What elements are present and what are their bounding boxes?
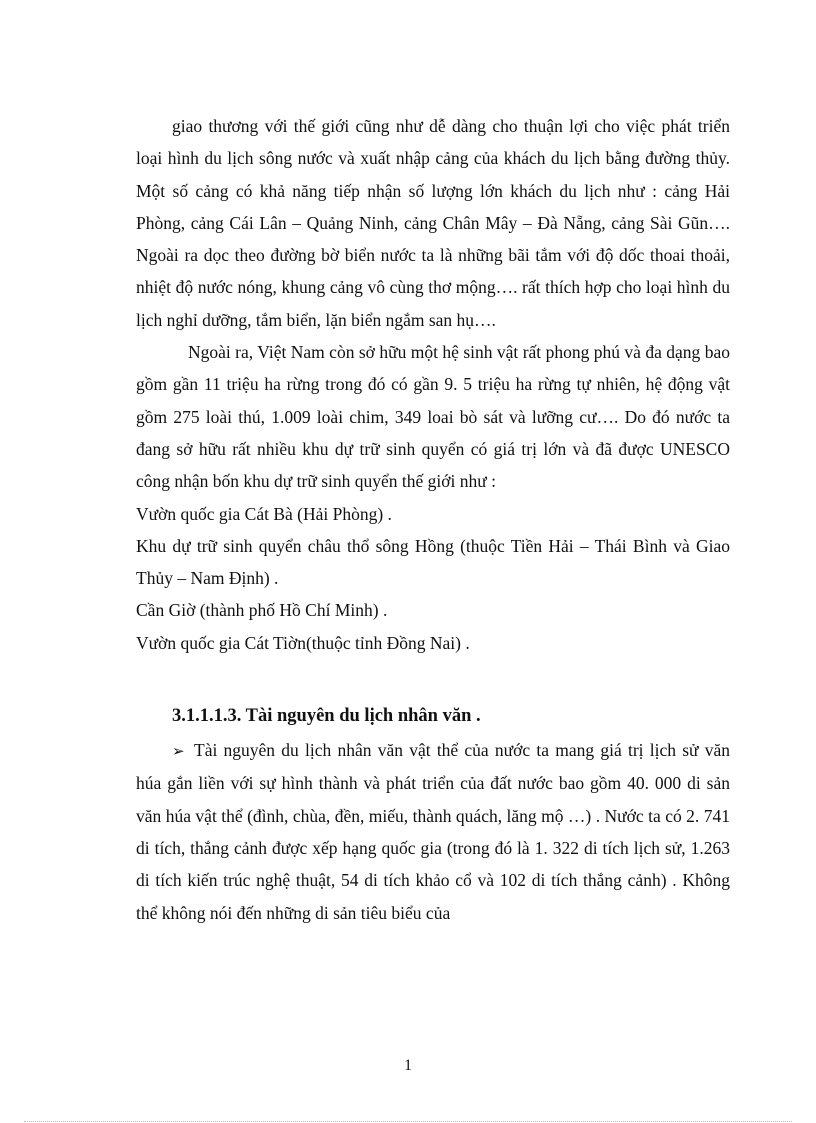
page-bottom-divider	[24, 1121, 792, 1122]
list-item: Cần Giờ (thành phố Hồ Chí Minh) .	[136, 600, 388, 621]
list-item: Vườn quốc gia Cát Bà (Hải Phòng) .	[136, 503, 392, 524]
list-item: Vườn quốc gia Cát Tiờn(thuộc tỉnh Đồng Nai) .	[136, 632, 470, 653]
bullet-paragraph-text: Tài nguyên du lịch nhân văn vật thể của nước ta mang giá trị lịch sử văn húa gắn liền với sự hình thành và phát triển của đất nước bao gồm 40. 000 di sản văn húa vật thể (đình, chùa, đền, miếu, thành quách, lăng mộ …) . Nước ta có 2. 741 di tích, thắng cảnh được xếp hạng quốc gia (trong đó là 1. 322 di tích lịch sử, 1.263 di tích kiến trúc nghệ thuật, 54 di tích khảo cổ và 102 di tích thắng cảnh) . Không thể không nói đến những di sản tiêu biểu của	[136, 740, 730, 923]
page-content	[136, 110, 730, 929]
paragraph-biodiversity: Ngoài ra, Việt Nam còn sở hữu một hệ sinh vật rất phong phú và đa dạng bao gồm gần 11 triệu ha rừng trong đó có gần 9. 5 triệu ha rừng tự nhiên, hệ động vật gồm 275 loài thú, 1.009 loài chim, 349 loai bò sát và lưỡng cư…. Do đó nước ta đang sở hữu rất nhiều khu dự trữ sinh quyển có giá trị lớn và đã được UNESCO công nhận bốn khu dự trữ sinh quyển thế giới như :	[136, 342, 730, 492]
bullet-paragraph-cultural-resources	[136, 734, 730, 929]
section-heading: 3.1.1.1.3. Tài nguyên du lịch nhân văn .	[172, 706, 481, 727]
list-item: Khu dự trữ sinh quyển châu thổ sông Hồng (thuộc Tiền Hải – Thái Bình và Giao Thủy – Nam Định) .	[136, 535, 730, 589]
paragraph-coastal-tourism: giao thương với thế giới cũng như dễ dàng cho thuận lợi cho việc phát triển loại hình du lịch sông nước và xuất nhập cảng của khách du lịch bằng đường thủy. Một số cảng có khả năng tiếp nhận số lượng lớn khách du lịch như : cảng Hải Phòng, cảng Cái Lân – Quảng Ninh, cảng Chân Mây – Đà Nẵng, cảng Sài Gũn…. Ngoài ra dọc theo đường bờ biển nước ta là những bãi tắm với độ dốc thoai thoải, nhiệt độ nước nóng, khung cảng vô cùng thơ mộng…. rất thích hợp cho loại hình du lịch nghỉ dưỡng, tắm biển, lặn biển ngắm san hụ….	[136, 116, 730, 330]
page-number: 1	[404, 1057, 412, 1074]
arrow-bullet-icon: ➢	[172, 742, 185, 761]
